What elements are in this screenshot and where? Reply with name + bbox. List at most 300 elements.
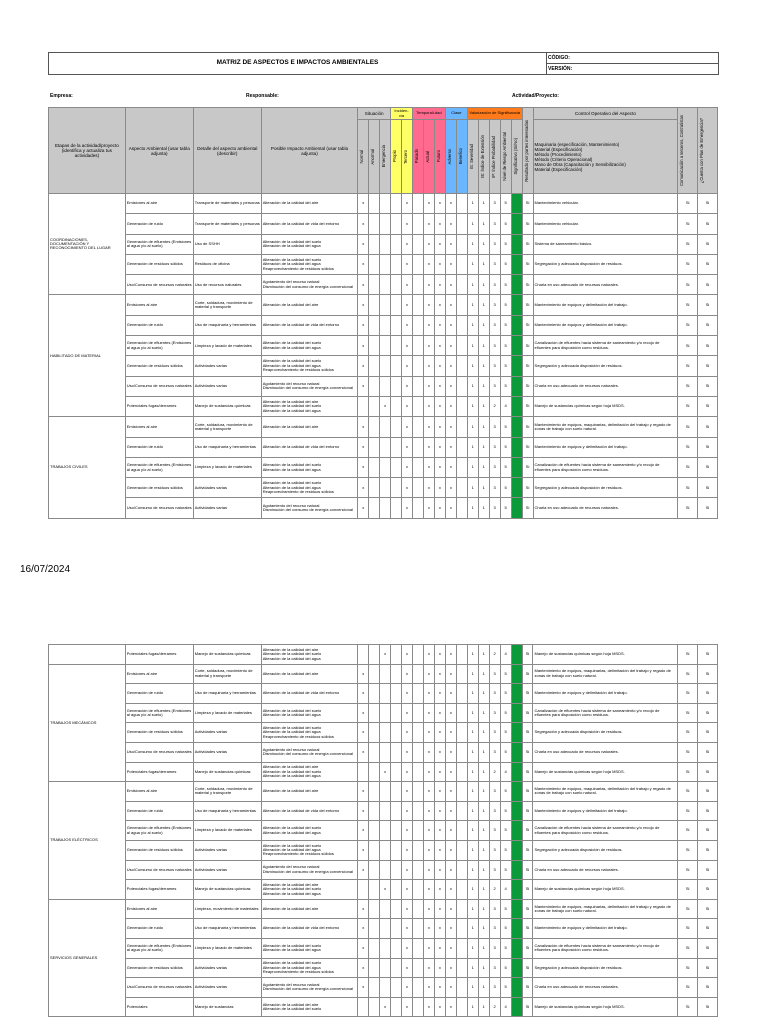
col-valorizacion: Valorización de Significancia <box>467 108 522 120</box>
significance-cell: No <box>511 919 522 939</box>
plan-cell: Si <box>698 315 718 335</box>
incidencia-mark <box>391 703 402 723</box>
impact-cell: Agotamiento del recurso natural Disminución del consumo de energía convencional <box>261 275 358 295</box>
aspect-cell: Generación de ruido <box>125 919 193 939</box>
aspect-cell: Emisiones al aire <box>125 664 193 684</box>
significance-cell: No <box>511 336 522 356</box>
incidencia-mark <box>391 880 402 900</box>
impact-cell: Alteración de la calidad del suelo Alteración de la calidad del agua <box>261 938 358 958</box>
table-row <box>49 938 718 958</box>
situacion-mark <box>358 396 369 416</box>
result-cell: Si <box>522 376 533 396</box>
control-cell: Mantenimiento de equipos, maquinarias, delimitación del trabajo y regado de zonas de trabajo con suelo natural. <box>533 782 678 802</box>
clase-mark: x <box>445 457 456 477</box>
control-cell: Mantenimiento de equipos y delimitación del trabajo. <box>533 919 678 939</box>
communication-cell: Si <box>678 315 698 335</box>
significance-cell: No <box>511 437 522 457</box>
situacion-mark <box>369 880 380 900</box>
table-row <box>49 417 718 437</box>
communication-cell: Si <box>678 742 698 762</box>
situacion-mark <box>380 336 391 356</box>
score-cell: 1 <box>478 645 489 665</box>
score-cell: 3 <box>489 234 500 254</box>
temporal-mark: x <box>434 860 445 880</box>
temporal-mark <box>413 376 424 396</box>
table-row <box>49 703 718 723</box>
clase-mark: x <box>445 295 456 315</box>
clase-mark: x <box>445 938 456 958</box>
aspect-cell: Emisiones al aire <box>125 194 193 214</box>
incidencia-mark: x <box>402 958 413 978</box>
temporal-mark: x <box>423 919 434 939</box>
score-cell: 3 <box>489 478 500 498</box>
temporal-mark: x <box>423 840 434 860</box>
score-cell: 3 <box>489 919 500 939</box>
score-cell: 5 <box>500 919 511 939</box>
incidencia-mark: x <box>402 356 413 376</box>
communication-cell: Si <box>678 498 698 518</box>
impact-cell: Alteración de la calidad de vida del entorno <box>261 315 358 335</box>
temporal-mark <box>413 821 424 841</box>
table-row <box>49 762 718 782</box>
detail-cell: Uso de maquinaria y herramientas <box>193 919 261 939</box>
situacion-mark: x <box>358 919 369 939</box>
score-cell: 3 <box>489 723 500 743</box>
score-cell: 1 <box>467 997 478 1017</box>
score-cell: 1 <box>467 782 478 802</box>
control-cell: Canalización de efluentes hacia sistema de saneamiento y/o recojo de efluentes para disposición como residuos. <box>533 457 678 477</box>
control-cell: Charla en uso adecuado de recursos naturales. <box>533 275 678 295</box>
plan-cell: Si <box>697 742 717 762</box>
score-cell: 3 <box>489 821 500 841</box>
temporal-mark <box>413 356 424 376</box>
significance-cell: No <box>511 899 522 919</box>
table-row <box>49 437 718 457</box>
temporal-mark <box>413 782 424 802</box>
temporal-mark: x <box>423 254 434 274</box>
temporal-mark: x <box>423 295 434 315</box>
communication-cell: Si <box>678 437 698 457</box>
score-cell: 3 <box>489 295 500 315</box>
control-cell: Charla en uso adecuado de recursos naturales. <box>533 376 678 396</box>
communication-cell: Si <box>678 782 698 802</box>
control-cell: Charla en uso adecuado de recursos naturales. <box>533 498 678 518</box>
score-cell: 1 <box>478 801 489 821</box>
plan-cell: Si <box>697 880 717 900</box>
detail-cell: Corte, soldadura, movimiento de material y transporte <box>193 782 261 802</box>
situacion-mark <box>369 821 380 841</box>
situacion-mark: x <box>358 860 369 880</box>
situacion-mark <box>369 214 380 234</box>
control-cell: Mantenimiento de equipos, maquinarias, delimitación del trabajo y regado de zonas de trabajo con suelo natural. <box>533 417 678 437</box>
clase-mark <box>456 723 467 743</box>
col-impacto: Posible Impacto Ambiental (usar tabla adjunta) <box>261 108 358 194</box>
incidencia-mark <box>391 821 402 841</box>
temporal-mark: x <box>423 457 434 477</box>
situacion-mark <box>358 645 369 665</box>
clase-mark: x <box>445 684 456 704</box>
clase-mark: x <box>445 840 456 860</box>
temporal-mark: x <box>423 396 434 416</box>
incidencia-mark <box>391 275 402 295</box>
aspect-cell: Emisiones al aire <box>125 899 193 919</box>
score-cell: 1 <box>478 478 489 498</box>
incidencia-mark: x <box>402 417 413 437</box>
stage-cell: SERVICIOS GENERALES <box>49 899 126 1017</box>
situacion-mark <box>380 664 391 684</box>
aspect-cell: Generación de ruido <box>125 437 193 457</box>
situacion-mark: x <box>358 275 369 295</box>
col-actual <box>423 120 434 194</box>
incidencia-mark <box>391 782 402 802</box>
incidencia-mark <box>391 234 402 254</box>
clase-mark <box>456 437 467 457</box>
aspect-cell: Generación de efluentes (Emisiones al agua y/o al suelo) <box>125 234 193 254</box>
significance-cell: No <box>511 664 522 684</box>
score-cell: 2 <box>489 396 500 416</box>
temporal-mark: x <box>434 254 445 274</box>
score-cell: 5 <box>500 315 511 335</box>
col-futuro <box>434 120 445 194</box>
stage-cell <box>49 645 126 665</box>
temporal-mark: x <box>434 295 445 315</box>
score-cell: 1 <box>467 840 478 860</box>
score-cell: 5 <box>500 275 511 295</box>
incidencia-mark: x <box>402 254 413 274</box>
col-pasado <box>413 120 424 194</box>
temporal-mark: x <box>434 958 445 978</box>
temporal-mark: x <box>423 723 434 743</box>
table-row <box>49 664 718 684</box>
clase-mark <box>456 801 467 821</box>
score-cell: 3 <box>489 254 500 274</box>
incidencia-mark <box>391 860 402 880</box>
control-cell: Segregación y adecuada disposición de residuos. <box>533 478 678 498</box>
control-cell: Mantenimiento de equipos y delimitación del trabajo. <box>533 801 678 821</box>
impact-cell: Alteración de la calidad del aire <box>261 664 358 684</box>
result-cell: Si <box>522 840 533 860</box>
significance-cell: No <box>511 457 522 477</box>
score-cell: 1 <box>467 315 478 335</box>
clase-mark <box>456 997 467 1017</box>
detail-cell: Corte, soldadura, movimiento de material y transporte <box>193 417 261 437</box>
control-cell: Charla en uso adecuado de recursos naturales. <box>533 978 678 998</box>
score-cell: 5 <box>500 457 511 477</box>
plan-cell: Si <box>698 295 718 315</box>
situacion-mark: x <box>358 899 369 919</box>
result-cell: Si <box>522 194 533 214</box>
score-cell: 1 <box>478 664 489 684</box>
temporal-mark <box>413 723 424 743</box>
score-cell: 3 <box>489 417 500 437</box>
temporal-mark: x <box>423 234 434 254</box>
clase-mark: x <box>445 958 456 978</box>
score-cell: 1 <box>478 234 489 254</box>
incidencia-mark: x <box>402 919 413 939</box>
clase-mark: x <box>445 254 456 274</box>
aspect-cell: Uso/Consumo de recursos naturales <box>125 860 193 880</box>
document-title: MATRIZ DE ASPECTOS E IMPACTOS AMBIENTALES <box>49 53 547 75</box>
incidencia-mark: x <box>402 275 413 295</box>
result-cell: Si <box>522 978 533 998</box>
col-plan <box>698 108 718 194</box>
table-row <box>49 275 718 295</box>
temporal-mark: x <box>434 840 445 860</box>
temporal-mark <box>413 234 424 254</box>
situacion-mark: x <box>358 703 369 723</box>
temporal-mark <box>413 275 424 295</box>
situacion-mark: x <box>380 880 391 900</box>
score-cell: 5 <box>500 376 511 396</box>
result-cell: Si <box>522 880 533 900</box>
table-row <box>49 478 718 498</box>
temporal-mark: x <box>434 356 445 376</box>
stage-cell: TRABAJOS ELÉCTRICOS <box>49 782 126 900</box>
incidencia-mark <box>391 356 402 376</box>
score-cell: 1 <box>467 742 478 762</box>
score-cell: 3 <box>489 437 500 457</box>
impact-cell: Alteración de la calidad de vida del entorno <box>261 801 358 821</box>
score-cell: 1 <box>467 821 478 841</box>
control-cell: Canalización de efluentes hacia sistema de saneamiento y/o recojo de efluentes para disposición como residuos. <box>533 703 678 723</box>
score-cell: 5 <box>500 684 511 704</box>
detail-cell: Actividades varias <box>193 860 261 880</box>
result-cell: Si <box>522 437 533 457</box>
score-cell: 1 <box>467 356 478 376</box>
plan-cell: Si <box>697 860 717 880</box>
detail-cell: Manejo de sustancias químicas <box>193 880 261 900</box>
temporal-mark: x <box>434 275 445 295</box>
temporal-mark: x <box>423 417 434 437</box>
score-cell: 3 <box>489 938 500 958</box>
impact-cell: Agotamiento del recurso natural Disminución del consumo de energía convencional <box>261 742 358 762</box>
incidencia-mark <box>391 254 402 274</box>
score-cell: 1 <box>478 703 489 723</box>
temporal-mark <box>413 417 424 437</box>
situacion-mark: x <box>358 978 369 998</box>
score-cell: 5 <box>500 498 511 518</box>
clase-mark <box>456 938 467 958</box>
control-cell: Mantenimiento de equipos, maquinarias, delimitación del trabajo y regado de zonas de trabajo con suelo natural. <box>533 899 678 919</box>
impact-cell: Alteración de la calidad de vida del entorno <box>261 214 358 234</box>
situacion-mark <box>369 958 380 978</box>
col-pasado-label: Pasado <box>414 149 419 164</box>
incidencia-mark <box>391 417 402 437</box>
communication-cell: Si <box>678 938 698 958</box>
incidencia-mark <box>391 457 402 477</box>
temporal-mark: x <box>434 742 445 762</box>
score-cell: 1 <box>467 958 478 978</box>
table-row <box>49 997 718 1017</box>
temporal-mark: x <box>423 275 434 295</box>
plan-cell: Si <box>698 254 718 274</box>
control-cell: Manejo de sustancias químicas según hoja MSDS. <box>533 762 678 782</box>
situacion-mark: x <box>358 958 369 978</box>
plan-cell: Si <box>698 478 718 498</box>
score-cell: 5 <box>500 840 511 860</box>
situacion-mark <box>369 742 380 762</box>
communication-cell: Si <box>678 723 698 743</box>
situacion-mark <box>369 336 380 356</box>
score-cell: 5 <box>500 356 511 376</box>
score-cell: 1 <box>478 295 489 315</box>
control-cell: Canalización de efluentes hacia sistema de saneamiento y/o recojo de efluentes para disposición como residuos. <box>533 821 678 841</box>
clase-mark <box>456 275 467 295</box>
clase-mark: x <box>445 723 456 743</box>
score-cell: 1 <box>467 498 478 518</box>
score-cell: 4 <box>500 880 511 900</box>
temporal-mark: x <box>423 478 434 498</box>
aspect-cell: Generación de residuos sólidos <box>125 840 193 860</box>
aspect-cell: Generación de residuos sólidos <box>125 356 193 376</box>
table-row <box>49 315 718 335</box>
situacion-mark <box>380 214 391 234</box>
plan-cell: Si <box>697 684 717 704</box>
score-cell: 1 <box>478 880 489 900</box>
aspect-cell: Potenciales fugas/derrames <box>125 396 193 416</box>
detail-cell: Residuos de oficina <box>193 254 261 274</box>
significance-cell: No <box>511 275 522 295</box>
clase-mark: x <box>445 396 456 416</box>
communication-cell: Si <box>678 899 698 919</box>
clase-mark: x <box>445 762 456 782</box>
impact-cell: Alteración de la calidad de vida del entorno <box>261 437 358 457</box>
col-propio <box>391 120 402 194</box>
plan-cell: Si <box>698 356 718 376</box>
score-cell: 2 <box>489 645 500 665</box>
clase-mark <box>456 194 467 214</box>
temporal-mark <box>413 645 424 665</box>
aspect-cell: Generación de efluentes (Emisiones al agua y/o al suelo) <box>125 336 193 356</box>
incidencia-mark: x <box>402 997 413 1017</box>
result-cell: Si <box>522 275 533 295</box>
detail-cell: Limpieza y lavado de materiales <box>193 938 261 958</box>
incidencia-mark <box>391 214 402 234</box>
score-cell: 3 <box>489 958 500 978</box>
detail-cell: Corte, soldadura, movimiento de material y transporte <box>193 295 261 315</box>
situacion-mark <box>369 978 380 998</box>
temporal-mark: x <box>434 194 445 214</box>
col-control: Control Operativo del Aspecto <box>533 108 678 120</box>
incidencia-mark: x <box>402 860 413 880</box>
score-cell: 1 <box>478 997 489 1017</box>
situacion-mark: x <box>358 254 369 274</box>
temporal-mark: x <box>423 958 434 978</box>
situacion-mark: x <box>358 437 369 457</box>
score-cell: 1 <box>467 194 478 214</box>
score-cell: 1 <box>478 254 489 274</box>
control-cell: Mantenimiento de equipos y delimitación del trabajo. <box>533 295 678 315</box>
temporal-mark <box>413 315 424 335</box>
clase-mark <box>456 478 467 498</box>
col-anormal <box>369 120 380 194</box>
table-row <box>49 194 718 214</box>
temporal-mark <box>413 214 424 234</box>
col-nra-label: Nivel de Riesgo Ambiental <box>501 132 507 181</box>
detail-cell: Transporte de materiales y personas <box>193 194 261 214</box>
result-cell: Si <box>522 214 533 234</box>
score-cell: 3 <box>489 275 500 295</box>
detail-cell: Limpieza y lavado de materiales <box>193 703 261 723</box>
significance-cell: No <box>511 315 522 335</box>
clase-mark <box>456 684 467 704</box>
clase-mark: x <box>445 356 456 376</box>
significance-cell: No <box>511 703 522 723</box>
table-row <box>49 684 718 704</box>
detail-cell: Actividades varias <box>193 840 261 860</box>
score-cell: 1 <box>478 275 489 295</box>
col-comunicacion-label: Comunicación a terceros, Contratistas <box>679 115 685 186</box>
plan-cell: Si <box>698 417 718 437</box>
incidencia-mark <box>391 336 402 356</box>
situacion-mark <box>358 997 369 1017</box>
clase-mark <box>456 958 467 978</box>
detail-cell: Manejo de sustancias químicas <box>193 645 261 665</box>
communication-cell: Si <box>678 762 698 782</box>
aspect-cell: Generación de residuos sólidos <box>125 958 193 978</box>
score-cell: 2 <box>489 762 500 782</box>
score-cell: 5 <box>500 478 511 498</box>
detail-cell: Actividades varias <box>193 478 261 498</box>
clase-mark: x <box>445 498 456 518</box>
temporal-mark: x <box>434 214 445 234</box>
temporal-mark: x <box>423 880 434 900</box>
situacion-mark <box>380 315 391 335</box>
incidencia-mark: x <box>402 762 413 782</box>
situacion-mark <box>380 437 391 457</box>
control-cell: Mantenimiento vehicular. <box>533 214 678 234</box>
temporal-mark: x <box>423 376 434 396</box>
clase-mark <box>456 457 467 477</box>
clase-mark: x <box>445 782 456 802</box>
situacion-mark: x <box>358 417 369 437</box>
col-ie-label: IE: Índice de Extensión <box>479 135 485 178</box>
communication-cell: Si <box>678 234 698 254</box>
col-tercero <box>402 120 413 194</box>
impact-cell: Agotamiento del recurso natural Disminución del consumo de energía convencional <box>261 498 358 518</box>
incidencia-mark <box>391 978 402 998</box>
plan-cell: Si <box>698 396 718 416</box>
situacion-mark <box>380 821 391 841</box>
impact-cell: Alteración de la calidad del suelo Alteración de la calidad del agua <box>261 821 358 841</box>
impact-cell: Alteración de la calidad del aire Alteración de la calidad del suelo Alteración de la calidad del agua <box>261 880 358 900</box>
incidencia-mark <box>391 997 402 1017</box>
table-row <box>49 254 718 274</box>
score-cell: 3 <box>489 214 500 234</box>
incidencia-mark: x <box>402 684 413 704</box>
score-cell: 3 <box>489 782 500 802</box>
clase-mark <box>456 417 467 437</box>
table-row <box>49 336 718 356</box>
situacion-mark <box>369 478 380 498</box>
situacion-mark <box>369 315 380 335</box>
detail-cell: Uso de maquinaria y herramientas <box>193 801 261 821</box>
score-cell: 1 <box>467 899 478 919</box>
situacion-mark <box>380 899 391 919</box>
clase-mark: x <box>445 275 456 295</box>
temporal-mark <box>413 703 424 723</box>
stage-cell: HABILITADO DE MATERIAL <box>49 295 126 417</box>
score-cell: 1 <box>478 919 489 939</box>
aspects-table-page-1 <box>48 107 718 519</box>
situacion-mark: x <box>358 498 369 518</box>
significance-cell: No <box>511 782 522 802</box>
score-cell: 5 <box>500 336 511 356</box>
temporal-mark: x <box>434 978 445 998</box>
plan-cell: Si <box>698 214 718 234</box>
score-cell: 1 <box>478 899 489 919</box>
temporal-mark: x <box>423 821 434 841</box>
